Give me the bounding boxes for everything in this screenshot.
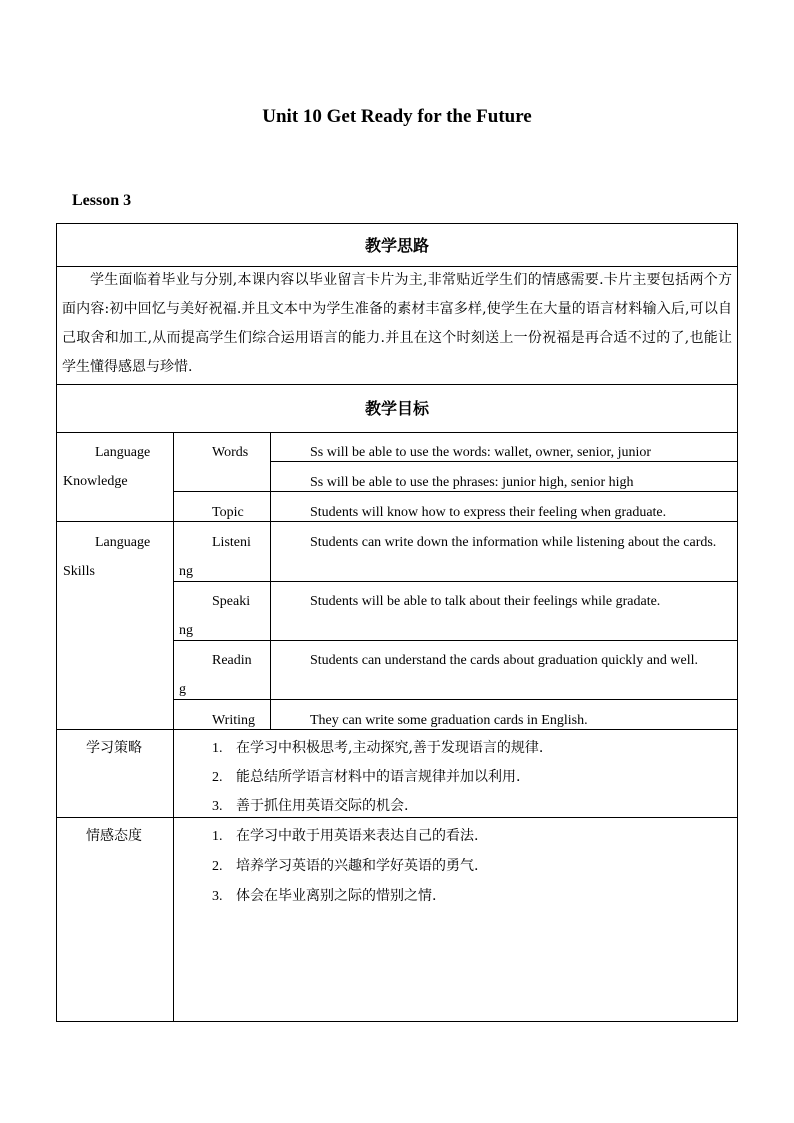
skills-label-2: Skills: [63, 564, 95, 579]
list-number: 1.: [212, 741, 223, 756]
strategy-label: 学习策略: [86, 740, 142, 756]
topic-label: Topic: [212, 505, 244, 520]
strategy-item-3: 善于抓住用英语交际的机会.: [236, 798, 409, 814]
attitude-item-2: 培养学习英语的兴趣和学好英语的勇气.: [236, 858, 479, 874]
reading-label-1: Readin: [212, 653, 252, 668]
reading-label-2: g: [179, 682, 186, 697]
list-number: 2.: [212, 770, 223, 785]
lesson-label: Lesson 3: [72, 192, 132, 209]
approach-paragraph: 学生面临着毕业与分别,本课内容以毕业留言卡片为主,非常贴近学生们的情感需要.卡片主要包括两个方面内容:初中回忆与美好祝福.并且文本中为学生准备的素材丰富多样,使学生在大量的语言材料输入后,可以自己取舍和加工,从而提高学生们综合运用语言的能力.并且在这个时刻送上一份祝福是再合适不过的了,也能让学生懂得感恩与珍惜.: [62, 272, 732, 375]
page-title: Unit 10 Get Ready for the Future: [262, 106, 532, 127]
list-number: 2.: [212, 859, 223, 874]
skills-label-1: Language: [95, 535, 151, 550]
attitude-label: 情感态度: [86, 828, 142, 844]
reading-objective: Students can understand the cards about graduation quickly and well.: [310, 653, 699, 668]
writing-label: Writing: [212, 713, 255, 728]
knowledge-label-2: Knowledge: [63, 474, 128, 489]
knowledge-label-1: Language: [95, 445, 151, 460]
listening-label-2: ng: [179, 564, 193, 579]
words-objective-1: Ss will be able to use the words: wallet, owner, senior, junior: [310, 445, 652, 460]
listening-label-1: Listeni: [212, 535, 251, 550]
section-heading-approach: 教学思路: [364, 236, 429, 255]
words-label: Words: [212, 445, 249, 460]
speaking-objective: Students will be able to talk about their feelings while gradate.: [310, 594, 661, 609]
list-number: 1.: [212, 829, 223, 844]
section-heading-objectives: 教学目标: [364, 399, 429, 418]
strategy-item-1: 在学习中积极思考,主动探究,善于发现语言的规律.: [236, 740, 544, 756]
list-number: 3.: [212, 889, 223, 904]
words-objective-2: Ss will be able to use the phrases: junior high, senior high: [310, 475, 634, 490]
strategy-item-2: 能总结所学语言材料中的语言规律并加以利用.: [236, 769, 521, 785]
listening-objective: Students can write down the information while listening about the cards.: [310, 535, 717, 550]
attitude-item-1: 在学习中敢于用英语来表达自己的看法.: [236, 828, 479, 844]
list-number: 3.: [212, 799, 223, 814]
writing-objective: They can write some graduation cards in English.: [310, 713, 588, 728]
speaking-label-1: Speaki: [212, 594, 251, 609]
attitude-item-3: 体会在毕业离别之际的惜别之情.: [236, 888, 437, 904]
topic-objective: Students will know how to express their feeling when graduate.: [310, 505, 667, 520]
speaking-label-2: ng: [179, 623, 193, 638]
